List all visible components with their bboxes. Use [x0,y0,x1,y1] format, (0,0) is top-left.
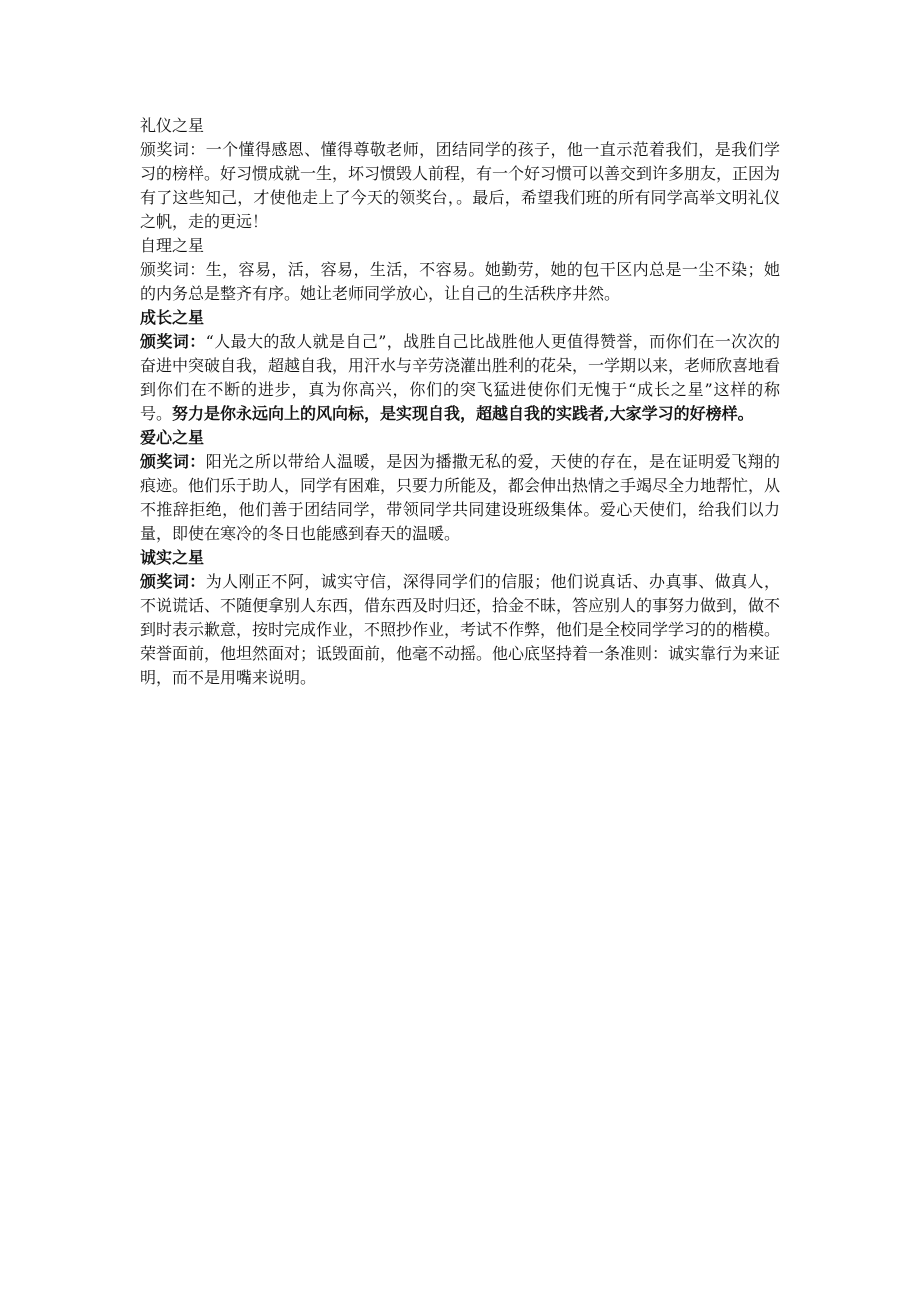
section-title: 自理之星 [140,236,205,255]
section-paragraph [140,330,780,426]
section-self-care-star [140,234,780,306]
award-speech-text: 生，容易，活，容易，生活，不容易。她勤劳，她的包干区内总是一尘不染；她的内务总是整齐有序。她让老师同学放心，让自己的生活秩序井然。 [140,260,780,303]
award-speech-label: 颁奖词： [140,260,206,279]
section-paragraph [140,258,780,306]
section-paragraph [140,138,780,234]
section-growth-star [140,306,780,426]
award-speech-label: 颁奖词： [140,572,206,591]
section-paragraph [140,570,780,690]
award-speech-label: 颁奖词： [140,140,206,159]
section-title: 爱心之星 [140,428,205,447]
award-speech-text: 一个懂得感恩、懂得尊敬老师，团结同学的孩子，他一直示范着我们，是我们学习的榜样。好习惯成就一生，坏习惯毁人前程，有一个好习惯可以善交到许多朋友，正因为有了这些知己，才使他走上了今天的领奖台，。最后，希望我们班的所有同学高举文明礼仪之帆，走的更远！ [140,140,781,231]
section-paragraph [140,450,780,546]
award-speech-label: 颁奖词： [140,452,206,471]
award-speech-label: 颁奖词： [140,332,206,351]
section-title: 诚实之星 [140,548,205,567]
document-page [140,114,780,690]
section-title: 礼仪之星 [140,116,205,135]
section-caring-star [140,426,780,546]
award-speech-text: 阳光之所以带给人温暖，是因为播撒无私的爱，天使的存在，是在证明爱飞翔的痕迹。他们乐于助人，同学有困难，只要力所能及，都会伸出热情之手竭尽全力地帮忙，从不推辞拒绝，他们善于团结同学，带领同学共同建设班级集体。爱心天使们，给我们以力量，即使在寒冷的冬日也能感到春天的温暖。 [140,452,781,543]
section-etiquette-star [140,114,780,234]
award-speech-text: 为人刚正不阿，诚实守信，深得同学们的信服；他们说真话、办真事、做真人，不说谎话、不随便拿别人东西，借东西及时归还，拾金不昧，答应别人的事努力做到，做不到时表示歉意，按时完成作业，不照抄作业，考试不作弊，他们是全校同学学习的的楷模。荣誉面前，他坦然面对；诋毁面前，他毫不动摇。他心底坚持着一条准则：诚实靠行为来证明，而不是用嘴来说明。 [140,572,781,687]
section-title: 成长之星 [140,308,205,327]
award-speech-text: “人最大的敌人就是自己”，战胜自己比战胜他人更值得赞誉，而你们在一次次的奋进中突破自我，超越自我，用汗水与辛劳浇灌出胜利的花朵，一学期以来，老师欣喜地看到你们在不断的进步，真为你高兴，你们的突飞猛进使你们无愧于“成长之星”这样的称号。 [140,332,781,423]
section-honesty-star [140,546,780,690]
award-speech-emphasis: 努力是你永远向上的风向标，是实现自我，超越自我的实践者,大家学习的好榜样。 [172,404,754,423]
